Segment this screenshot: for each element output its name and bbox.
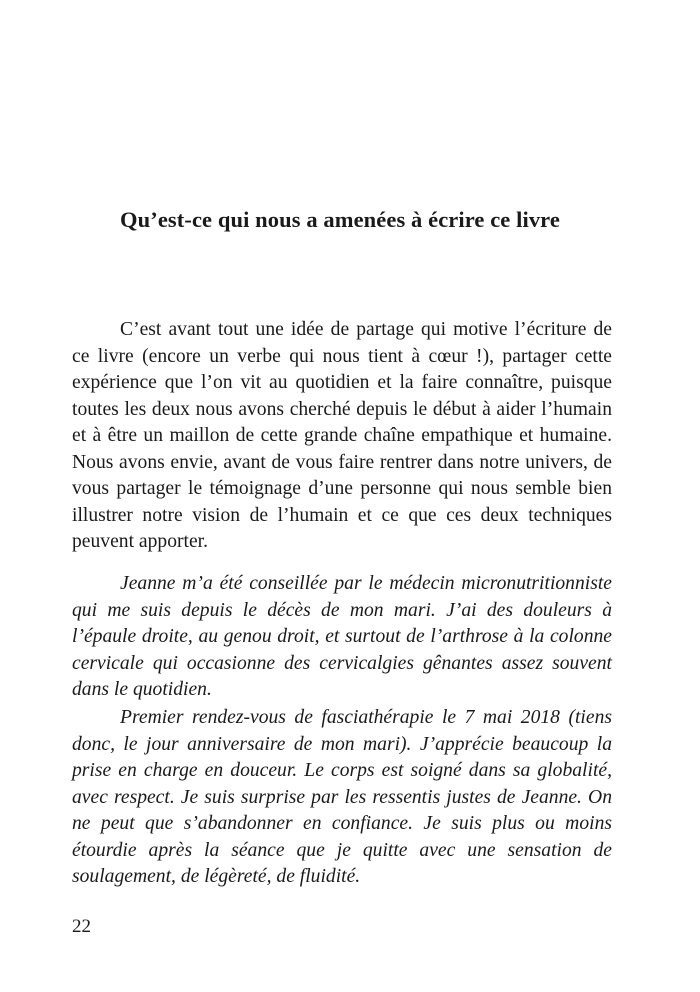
intro-paragraph: C’est avant tout une idée de partage qui motive l’écriture de ce livre (encore un verbe qui nous tient à cœur !), partager cette expérience que l’on vit au quotidien et la faire connaître, puisque toutes les deux nous avons cherché depuis le début à aider l’humain et à être un maillon de cette grande chaîne empathique et humaine. Nous avons envie, avant de vous faire rentrer dans notre univers, de vous partager le témoignage d’une personne qui nous semble bien illustrer notre vision de l’humain et ce que ces deux techniques peuvent apporter. bbox=[72, 319, 612, 552]
page-number: 22 bbox=[72, 916, 91, 937]
testimony-paragraph-1: Jeanne m’a été conseillée par le médecin micronutritionniste qui me suis depuis le décès de mon mari. J’ai des douleurs à l’épaule droite, au genou droit, et surtout de l’arthrose à la colonne cervicale qui occasionne des cervicalgies gênantes assez souvent dans le quotidien. bbox=[72, 573, 612, 700]
chapter-title: Qu’est-ce qui nous a amenées à écrire ce livre bbox=[120, 207, 560, 232]
testimony-paragraph-2: Premier rendez-vous de fasciathérapie le 7 mai 2018 (tiens donc, le jour anniversaire de mon mari). J’apprécie beaucoup la prise en charge en douceur. Le corps est soigné dans sa globalité, avec respect. Je suis surprise par les ressentis justes de Jeanne. On ne peut que s’abandonner en confiance. Je suis plus ou moins étourdie après la séance que je quitte avec une sensation de soulagement, de légèreté, de fluidité. bbox=[72, 707, 612, 887]
